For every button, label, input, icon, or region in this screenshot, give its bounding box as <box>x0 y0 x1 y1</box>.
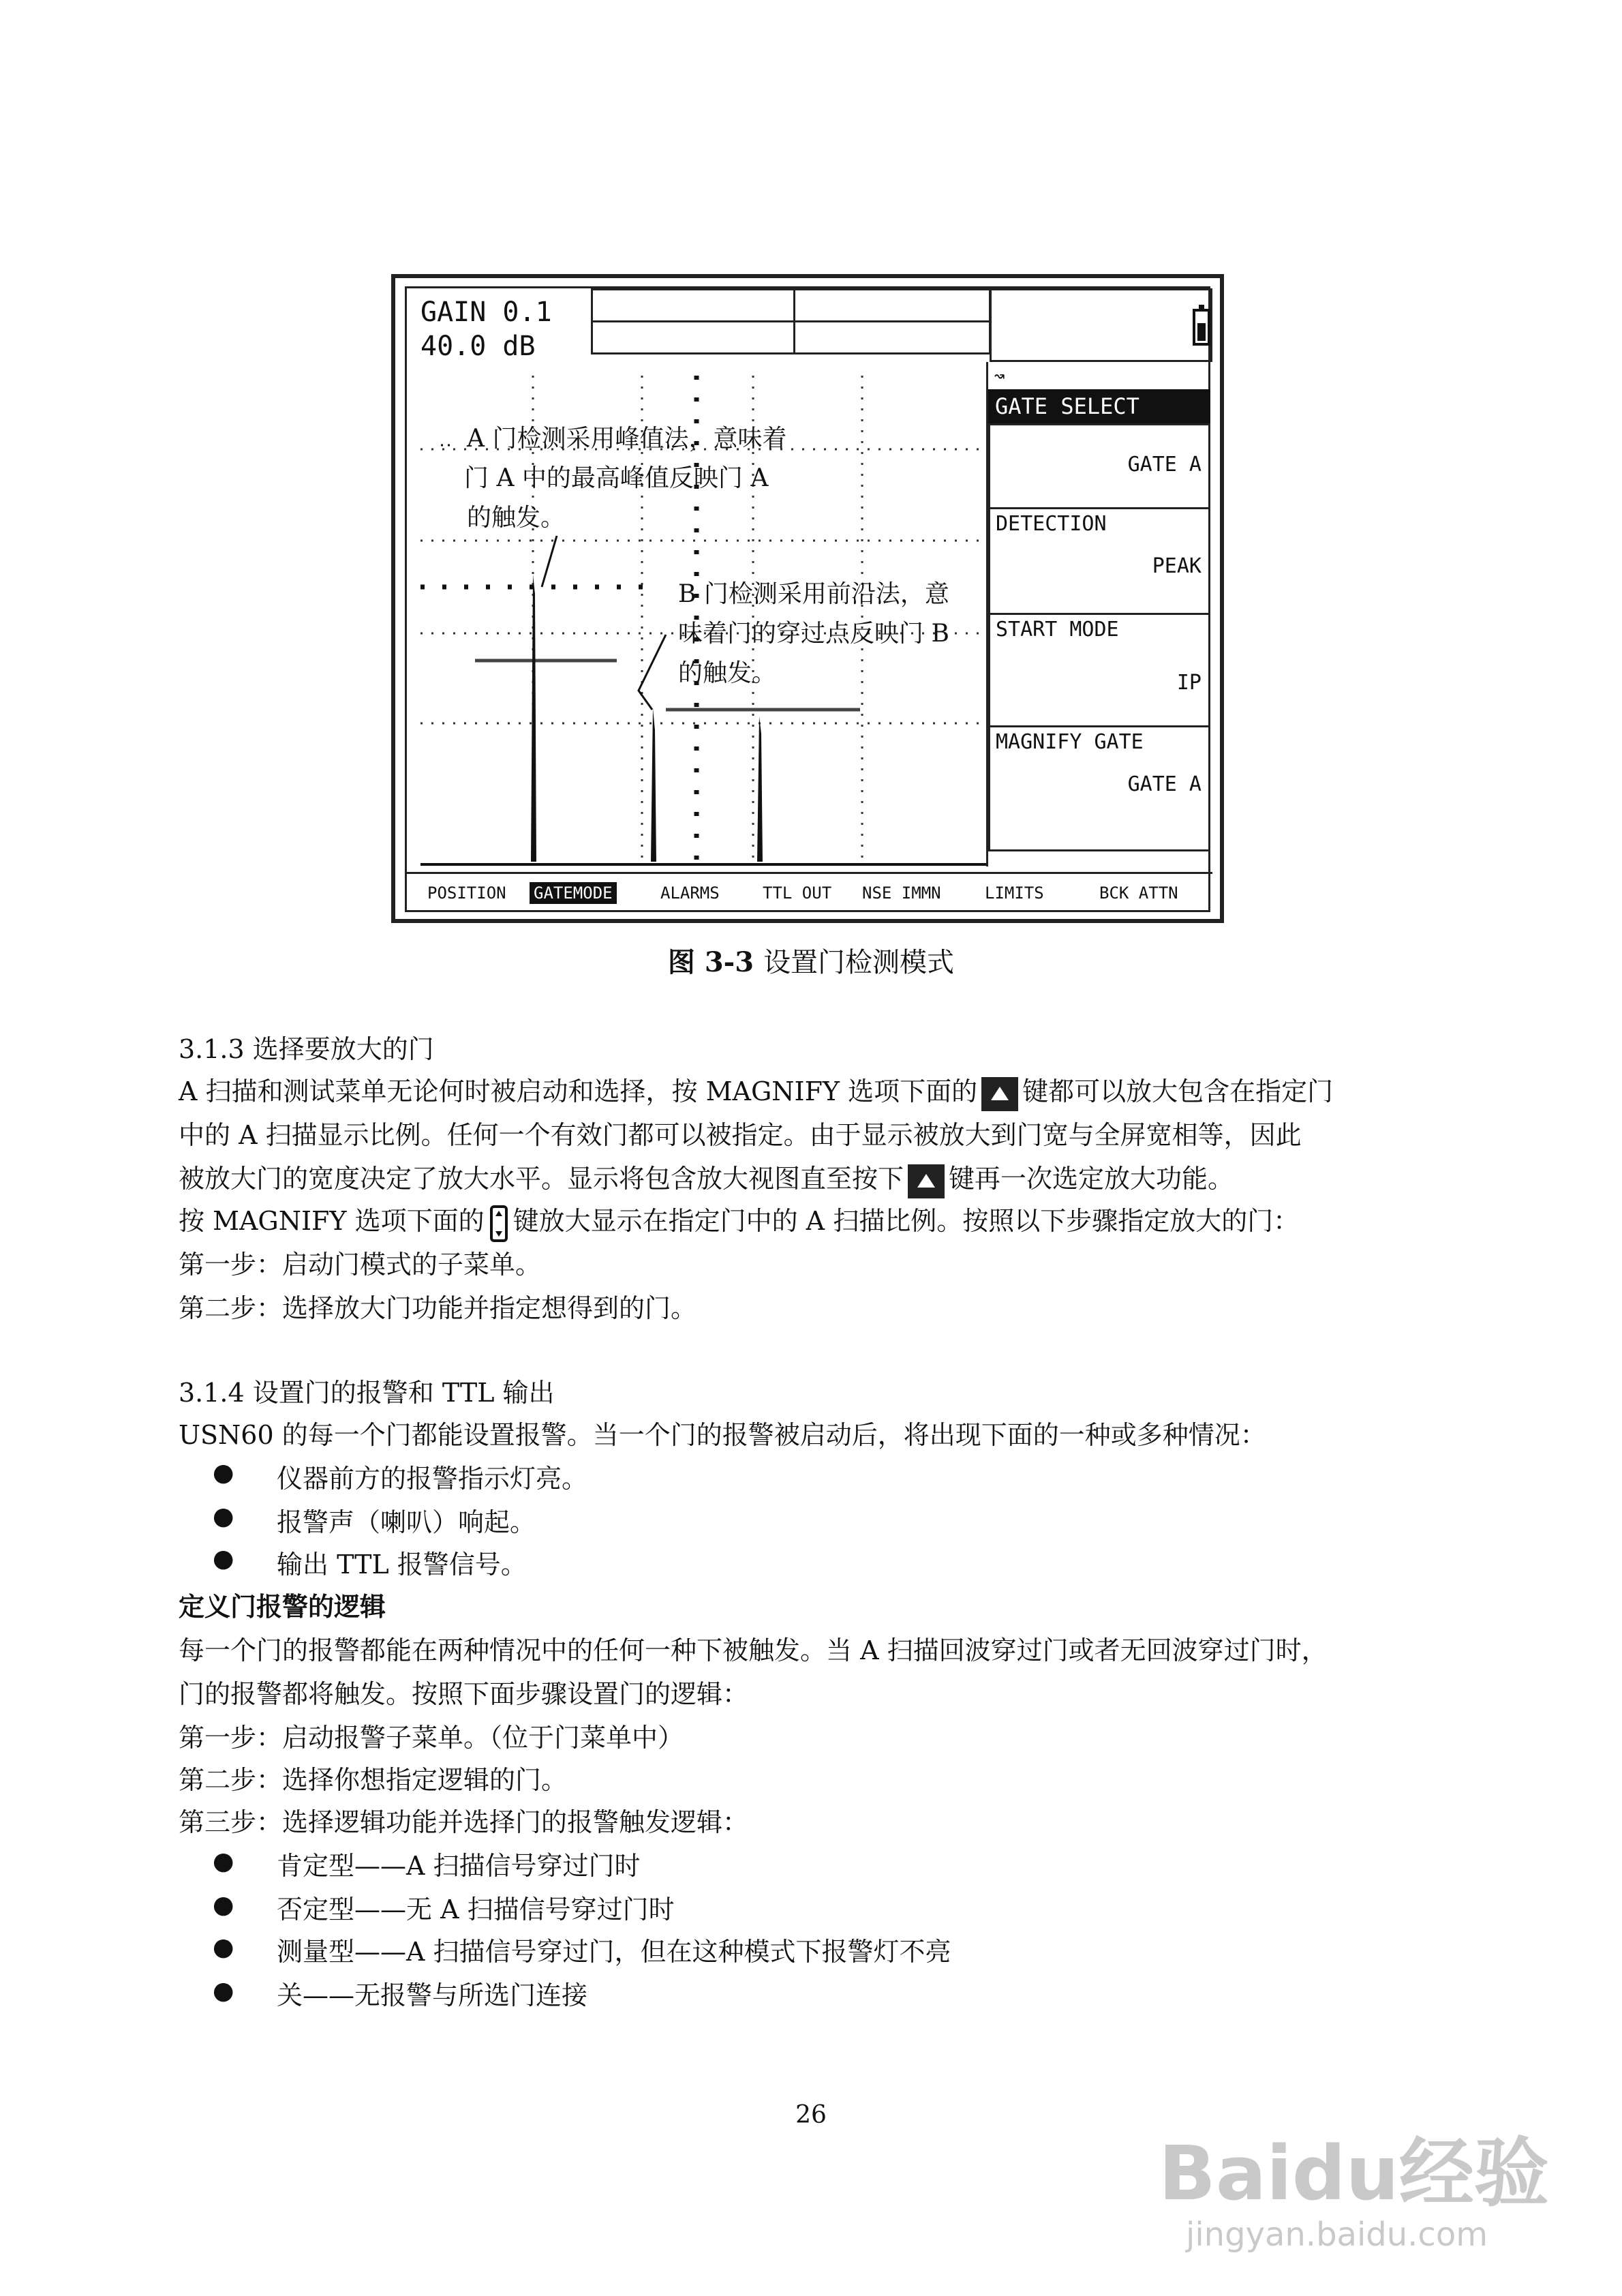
echo-peak <box>757 716 763 862</box>
watermark-logo: Baidu经验 <box>1159 2130 1549 2217</box>
arrow-key-icon <box>908 1164 945 1198</box>
annotation-a-line: 的触发。 <box>467 504 566 532</box>
annotation-b-line: B 门检测采用前沿法，意 <box>678 580 949 608</box>
softkey-gatemode[interactable]: GATEMODE <box>530 882 617 904</box>
bullet-item: 仪器前方的报警指示灯亮。 <box>277 1464 588 1494</box>
annotation-b <box>678 575 949 693</box>
start-mode-box[interactable] <box>988 613 1210 727</box>
bullet-item: 报警声（喇叭）响起。 <box>277 1507 536 1537</box>
annotation-a-line: 门 A 中的最高峰值反映门 A <box>464 464 769 492</box>
header-cell <box>793 320 991 354</box>
figure-caption <box>0 941 1622 980</box>
paragraph-line: 中的 A 扫描显示比例。任何一个有效门都可以被指定。由于显示被放大到门宽与全屏宽相等，因此 <box>179 1120 1302 1150</box>
echo-peak-b <box>651 708 656 862</box>
text-span: 键再一次选定放大功能。 <box>949 1164 1234 1194</box>
annotation-a <box>464 419 787 538</box>
paragraph-line: 每一个门的报警都能在两种情况中的任何一种下被触发。当 A 扫描回波穿过门或者无回波穿过门时， <box>179 1635 1328 1665</box>
paragraph-line: 门的报警都将触发。按照下面步骤设置门的逻辑： <box>179 1679 749 1709</box>
text-span: 键放大显示在指定门中的 A 扫描比例。按照以下步骤指定放大的门： <box>512 1206 1300 1236</box>
step-line: 第三步：选择逻辑功能并选择门的报警触发逻辑： <box>179 1807 749 1837</box>
baidu-watermark <box>1159 2113 1549 2254</box>
bullet-icon: ● <box>213 1545 234 1573</box>
annotation-b-line: 的触发。 <box>678 659 777 687</box>
text-span: 键都可以放大包含在指定门 <box>1022 1076 1334 1106</box>
softkey-position[interactable]: POSITION <box>427 883 506 903</box>
text-span: 按 MAGNIFY 选项下面的 <box>179 1206 485 1236</box>
magnify-gate-label: MAGNIFY GATE <box>996 730 1144 754</box>
softkey-nse-immn[interactable]: NSE IMMN <box>862 883 941 903</box>
caption-text: 设置门检测模式 <box>763 947 955 978</box>
softkey-limits[interactable]: LIMITS <box>985 883 1044 903</box>
gain-readout <box>420 295 552 363</box>
bullet-icon: ● <box>213 1502 234 1530</box>
detection-label: DETECTION <box>996 512 1107 536</box>
paragraph-line: USN60 的每一个门都能设置报警。当一个门的报警被启动后，将出现下面的一种或多种情况： <box>179 1420 1266 1450</box>
battery-icon <box>1193 309 1210 346</box>
watermark-url: jingyan.baidu.com <box>1186 2216 1488 2254</box>
screen-frame <box>405 286 1210 912</box>
start-mode-value: IP <box>1176 671 1202 695</box>
arrow-key-icon <box>981 1077 1018 1111</box>
gain-value: GAIN 0.1 <box>420 297 552 328</box>
bullet-icon: ● <box>213 1459 234 1487</box>
softkey-bck-attn[interactable]: BCK ATTN <box>1099 883 1178 903</box>
text-span: 被放大门的宽度决定了放大水平。显示将包含放大视图直至按下 <box>179 1164 904 1194</box>
softkey-bar <box>407 872 1212 912</box>
echo-peak-a <box>531 575 536 862</box>
annotation-a-line: A 门检测采用峰值法，意味着 <box>467 425 787 453</box>
logic-heading: 定义门报警的逻辑 <box>179 1591 386 1622</box>
caption-prefix: 图 3-3 <box>667 946 754 978</box>
bullet-item: 肯定型——A 扫描信号穿过门时 <box>277 1851 641 1881</box>
step-line: 第一步：启动报警子菜单。（位于门菜单中） <box>179 1723 684 1753</box>
bullet-icon: ● <box>213 1847 234 1875</box>
up-down-key-icon <box>490 1205 508 1242</box>
gate-select-title[interactable]: GATE SELECT <box>988 389 1210 423</box>
header-cell <box>591 320 795 354</box>
bullet-item: 关——无报警与所选门连接 <box>277 1980 588 2010</box>
bullet-item: 输出 TTL 报警信号。 <box>277 1550 527 1580</box>
step-line: 第一步：启动门模式的子菜单。 <box>179 1250 542 1280</box>
annotation-b-line: 味着门的穿过点反映门 B <box>678 620 949 648</box>
paragraph-line <box>179 1070 1333 1111</box>
bullet-item: 否定型——无 A 扫描信号穿过门时 <box>277 1894 675 1924</box>
gate-select-value: GATE A <box>1127 453 1202 477</box>
step-line: 第二步：选择放大门功能并指定想得到的门。 <box>179 1293 697 1323</box>
bullet-icon: ● <box>213 1977 234 2005</box>
gate-menu-panel <box>986 362 1210 866</box>
annotation-a-leader <box>542 536 557 587</box>
section-314-heading: 3.1.4 设置门的报警和 TTL 输出 <box>179 1378 555 1408</box>
softkey-ttl-out[interactable]: TTL OUT <box>763 883 832 903</box>
instrument-screen-figure <box>391 274 1224 923</box>
page-number: 26 <box>795 2101 827 2129</box>
header-cell <box>591 288 795 322</box>
text-span: A 扫描和测试菜单无论何时被启动和选择，按 MAGNIFY 选项下面的 <box>179 1076 978 1106</box>
detection-value: PEAK <box>1152 554 1202 578</box>
detection-box[interactable] <box>988 507 1210 615</box>
section-313-heading: 3.1.3 选择要放大的门 <box>179 1034 434 1064</box>
gain-db: 40.0 dB <box>420 331 536 362</box>
paragraph-line <box>179 1200 1299 1242</box>
header-cell <box>793 288 991 322</box>
trend-icon: ↝ <box>994 365 1005 387</box>
softkey-alarms[interactable]: ALARMS <box>660 883 720 903</box>
magnify-gate-box[interactable] <box>988 725 1210 851</box>
header-cell <box>990 288 1212 362</box>
step-line: 第二步：选择你想指定逻辑的门。 <box>179 1765 568 1795</box>
gate-select-box[interactable] <box>988 423 1210 509</box>
magnify-gate-value: GATE A <box>1127 772 1202 796</box>
paragraph-line <box>179 1158 1234 1198</box>
bullet-icon: ● <box>213 1933 234 1961</box>
bullet-item: 测量型——A 扫描信号穿过门，但在这种模式下报警灯不亮 <box>277 1937 951 1967</box>
start-mode-label: START MODE <box>996 618 1119 641</box>
bullet-icon: ● <box>213 1891 234 1919</box>
